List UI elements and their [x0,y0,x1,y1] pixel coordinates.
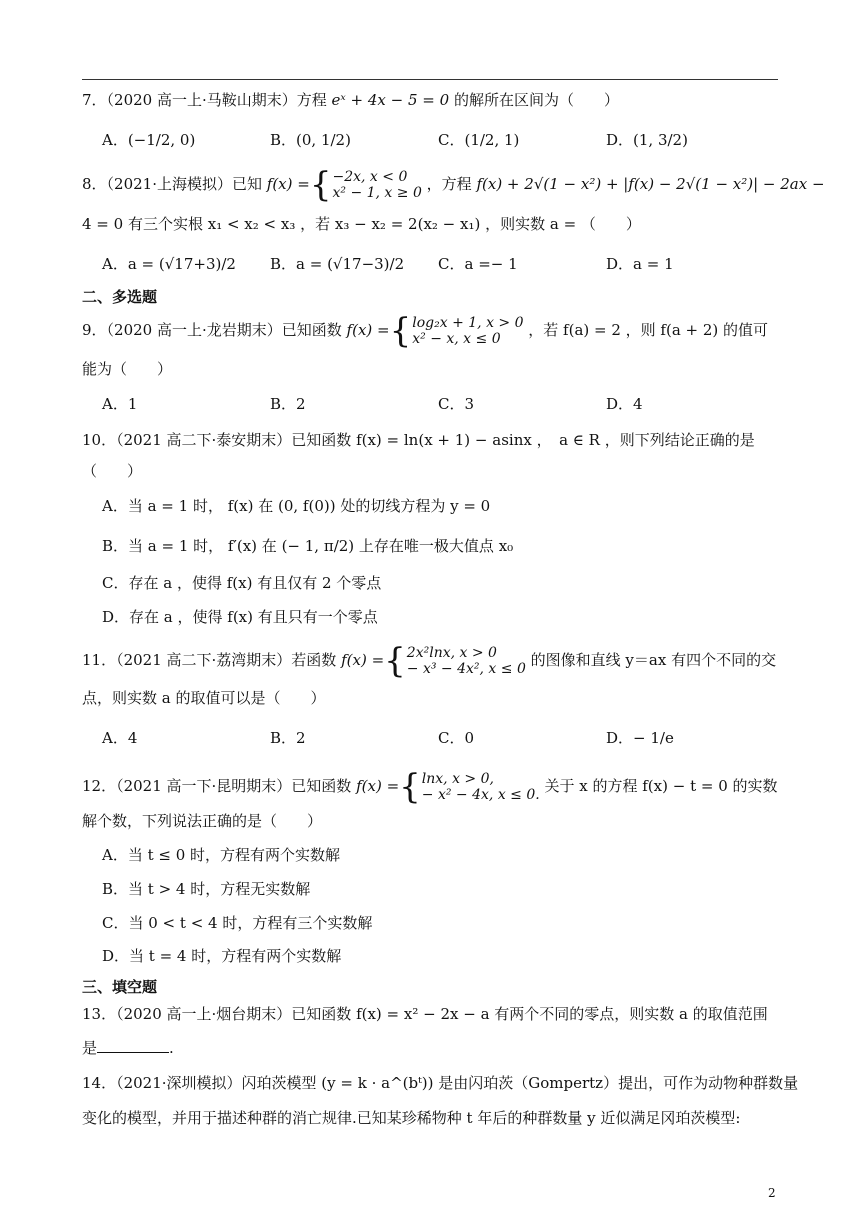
q10-line-1: 10．（2021 高二下·泰安期末）已知函数 f(x) = ln(x + 1) − asinx ， a ∈ R ，则下列结论正确的是 [82,431,755,449]
q12-func: f(x) = [356,777,400,795]
q13-line-2 [82,1038,174,1058]
q7-tail: 的解所在区间为（ ） [453,91,619,109]
q13-line-2-suffix: . [169,1039,174,1057]
q8-option-a: A．a = (√17+3)/2 [102,255,236,273]
q9-source: 9．（2020 高一上·龙岩期末）已知函数 [82,321,342,339]
q10-option-d: D．存在 a ，使得 f(x) 有且只有一个零点 [102,608,378,626]
q10-option-a: A．当 a = 1 时， f(x) 在 (0, f(0)) 处的切线方程为 y = 0 [102,497,491,515]
q9-option-a: A．1 [102,395,138,413]
question-9-stem [82,311,769,351]
q7-option-b: B．(0, 1/2) [270,131,351,149]
q8-brace: { [309,165,332,205]
q9-cases [412,315,523,347]
q11-option-a: A．4 [102,729,138,747]
q8-equation: f(x) + 2√(1 − x²) + |f(x) − 2√(1 − x²)| − 2ax − [476,175,825,193]
q12-case-1: lnx, x > 0, [421,771,494,787]
q8-source: 8．（2021·上海模拟）已知 [82,175,262,193]
question-12-stem [82,767,778,807]
section-heading-fill-in: 三、填空题 [82,978,158,996]
question-11-stem [82,641,777,681]
q11-tail: 的图像和直线 y＝ax 有四个不同的交 [530,651,777,669]
q12-option-d: D．当 t = 4 时，方程有两个实数解 [102,947,342,965]
q13-line-1: 13．（2020 高一上·烟台期末）已知函数 f(x) = x² − 2x − a 有两个不同的零点，则实数 a 的取值范围 [82,1005,768,1023]
q10-option-b: B．当 a = 1 时， f′(x) 在 (− 1, π/2) 上存在唯一极大值点 x₀ [102,537,514,555]
q14-line-2: 变化的模型，并用于描述种群的消亡规律.已知某珍稀物种 t 年后的种群数量 y 近似满足冈珀茨模型: [82,1109,741,1127]
q9-case-1: log₂x + 1, x > 0 [412,315,524,331]
q8-cases [332,169,421,201]
q12-cases [422,771,540,803]
q7-option-d: D．(1, 3/2) [606,131,688,149]
q11-cases [407,645,526,677]
q8-option-c: C．a =− 1 [438,255,518,273]
page-number: 2 [768,1186,776,1200]
q11-option-b: B．2 [270,729,306,747]
q13-answer-blank [97,1038,169,1053]
q9-option-b: B．2 [270,395,306,413]
q9-case-2: x² − x, x ≤ 0 [412,331,501,347]
q7-equation: eˣ + 4x − 5 = 0 [331,91,450,109]
q9-option-d: D．4 [606,395,643,413]
q8-case-1: −2x, x < 0 [332,169,408,185]
q8-option-b: B．a = (√17−3)/2 [270,255,405,273]
q8-line-2: 4 = 0 有三个实根 x₁ < x₂ < x₃ ，若 x₃ − x₂ = 2(x₂ − x₁) ，则实数 a = （ ） [82,215,641,233]
q11-option-c: C．0 [438,729,475,747]
q8-func: f(x) = [266,175,310,193]
question-7-stem [82,90,619,110]
q13-line-2-prefix: 是 [82,1039,98,1057]
q10-option-c: C．存在 a ，使得 f(x) 有且仅有 2 个零点 [102,574,382,592]
q9-func: f(x) = [346,321,390,339]
q12-option-b: B．当 t > 4 时，方程无实数解 [102,880,311,898]
q11-brace: { [384,641,406,681]
q11-line-2: 点，则实数 a 的取值可以是（ ） [82,689,326,707]
q12-tail: 关于 x 的方程 f(x) − t = 0 的实数 [544,777,778,795]
question-8-stem [82,165,825,205]
q9-option-c: C．3 [438,395,475,413]
q9-line-2: 能为（ ） [82,360,173,378]
q11-func: f(x) = [341,651,385,669]
q9-brace: { [389,311,412,351]
q7-option-a: A．(−1/2, 0) [102,131,196,149]
q14-line-1: 14．（2021·深圳模拟）闪珀茨模型 (y = k · a^(bᵗ)) 是由闪珀茨（Gompertz）提出，可作为动物种群数量 [82,1074,799,1092]
q12-case-2: − x² − 4x, x ≤ 0. [421,787,540,803]
q10-line-2: （ ） [82,462,143,480]
q8-mid: ，方程 [426,175,472,193]
q8-option-d: D．a = 1 [606,255,674,273]
q11-option-d: D．− 1/e [606,729,674,747]
q12-source: 12．（2021 高一下·昆明期末）已知函数 [82,777,352,795]
q7-source: 7．（2020 高一上·马鞍山期末）方程 [82,91,327,109]
q12-option-c: C．当 0 < t < 4 时，方程有三个实数解 [102,914,373,932]
header-rule [82,79,778,80]
q9-tail: ，若 f(a) = 2 ，则 f(a + 2) 的值可 [528,321,769,339]
q12-option-a: A．当 t ≤ 0 时，方程有两个实数解 [102,846,341,864]
q8-case-2: x² − 1, x ≥ 0 [332,185,422,201]
q11-source: 11．（2021 高二下·荔湾期末）若函数 [82,651,337,669]
section-heading-multiple-choice: 二、多选题 [82,288,158,306]
q7-option-c: C．(1/2, 1) [438,131,520,149]
q12-brace: { [399,767,421,807]
q11-case-2: − x³ − 4x², x ≤ 0 [406,661,526,677]
q12-line-2: 解个数，下列说法正确的是（ ） [82,812,323,830]
q11-case-1: 2x²lnx, x > 0 [406,645,497,661]
